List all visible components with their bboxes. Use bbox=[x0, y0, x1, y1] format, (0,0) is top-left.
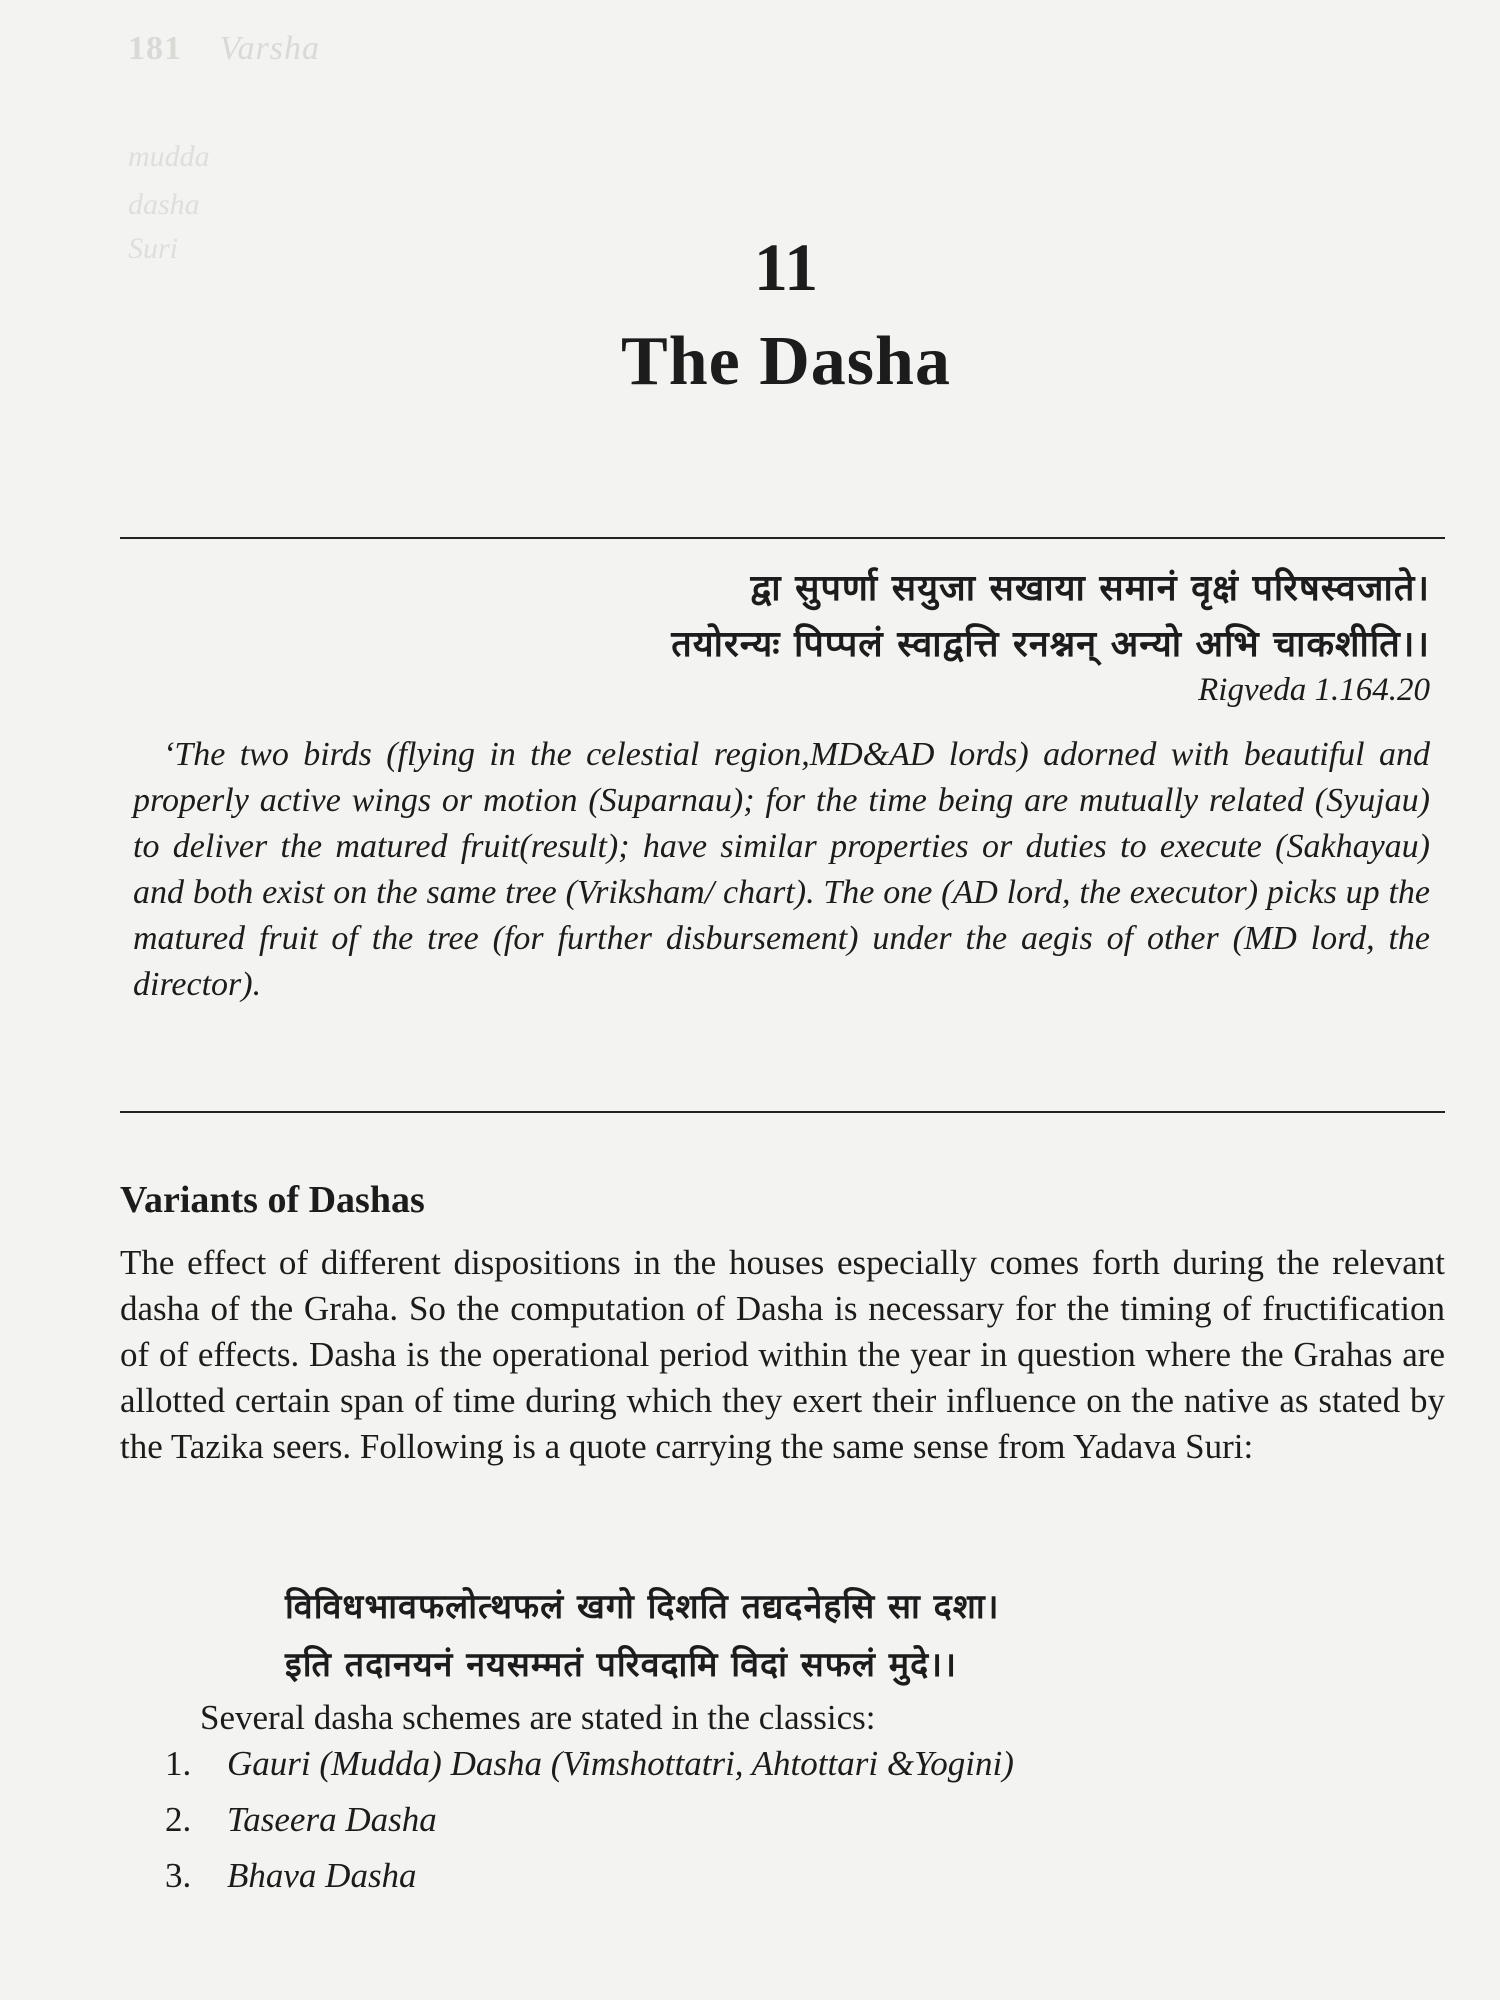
epigraph-bottom-rule bbox=[120, 1111, 1445, 1113]
list-item bbox=[165, 1856, 417, 1896]
sanskrit-quote-line-1: विविधभावफलोत्थफलं खगो दिशति तद्यदनेहसि सा दशा। bbox=[285, 1587, 1000, 1627]
section-paragraph: The effect of different dispositions in the houses especially comes forth during the relevant dasha of the Graha. So the computation of Dasha is necessary for the timing of fructification of of effects. Dasha is the operational period within the year in question where the Grahas are allotted certain span of time during which they exert their influence on the native as stated by the Tazika seers. Following is a quote carrying the same sense from Yadava Suri: bbox=[120, 1243, 1445, 1466]
section-heading: Variants of Dashas bbox=[120, 1179, 425, 1221]
bleed-through-line: mudda bbox=[128, 140, 210, 173]
epigraph-sanskrit-line-2: तयोरन्यः पिप्पलं स्वाद्वत्ति रनश्नन् अन्यो अभि चाकशीति।। bbox=[671, 624, 1430, 665]
chapter-number: 11 bbox=[753, 229, 819, 305]
list-item-number: 2. bbox=[165, 1800, 192, 1839]
bleed-through-line: dasha bbox=[128, 188, 200, 221]
bleed-through-line: Suri bbox=[128, 232, 179, 265]
chapter-title: The Dasha bbox=[621, 323, 951, 400]
sanskrit-quote-line-2: इति तदानयनं नयसम्मतं परिवदामि विदां सफलं मुदे।। bbox=[285, 1645, 957, 1685]
epigraph-citation: Rigveda 1.164.20 bbox=[1198, 672, 1430, 708]
list-item-text: Bhava Dasha bbox=[227, 1856, 417, 1895]
epigraph-sanskrit-line-1: द्वा सुपर्णा सयुजा सखाया समानं वृक्षं परिषस्वजाते। bbox=[750, 568, 1430, 609]
epigraph-top-rule bbox=[120, 537, 1445, 539]
list-item bbox=[165, 1800, 437, 1840]
bleed-through-running-head: Varsha bbox=[219, 30, 320, 67]
list-item-text: Gauri (Mudda) Dasha (Vimshottatri, Ahtottari &Yogini) bbox=[227, 1744, 1014, 1783]
list-item bbox=[165, 1744, 1014, 1784]
list-item-text: Taseera Dasha bbox=[227, 1800, 437, 1839]
list-item-number: 1. bbox=[165, 1744, 192, 1783]
dasha-schemes-intro: Several dasha schemes are stated in the classics: bbox=[200, 1698, 876, 1737]
bleed-through-page-number: 181 bbox=[128, 30, 182, 67]
list-item-number: 3. bbox=[165, 1856, 192, 1895]
epigraph-translation: ‘The two birds (flying in the celestial region,MD&AD lords) adorned with beautiful and properly active wings or motion (Suparnau); for the time being are mutually related (Syujau) to deliver the matured fruit(result); have similar properties or duties to execute (Sakhayau) and both exist on the same tree (Vriksham/ chart). The one (AD lord, the executor) picks up the matured fruit of the tree (for further disbursement) under the aegis of other (MD lord, the director). bbox=[133, 736, 1430, 1003]
bleed-through-header bbox=[128, 30, 320, 68]
